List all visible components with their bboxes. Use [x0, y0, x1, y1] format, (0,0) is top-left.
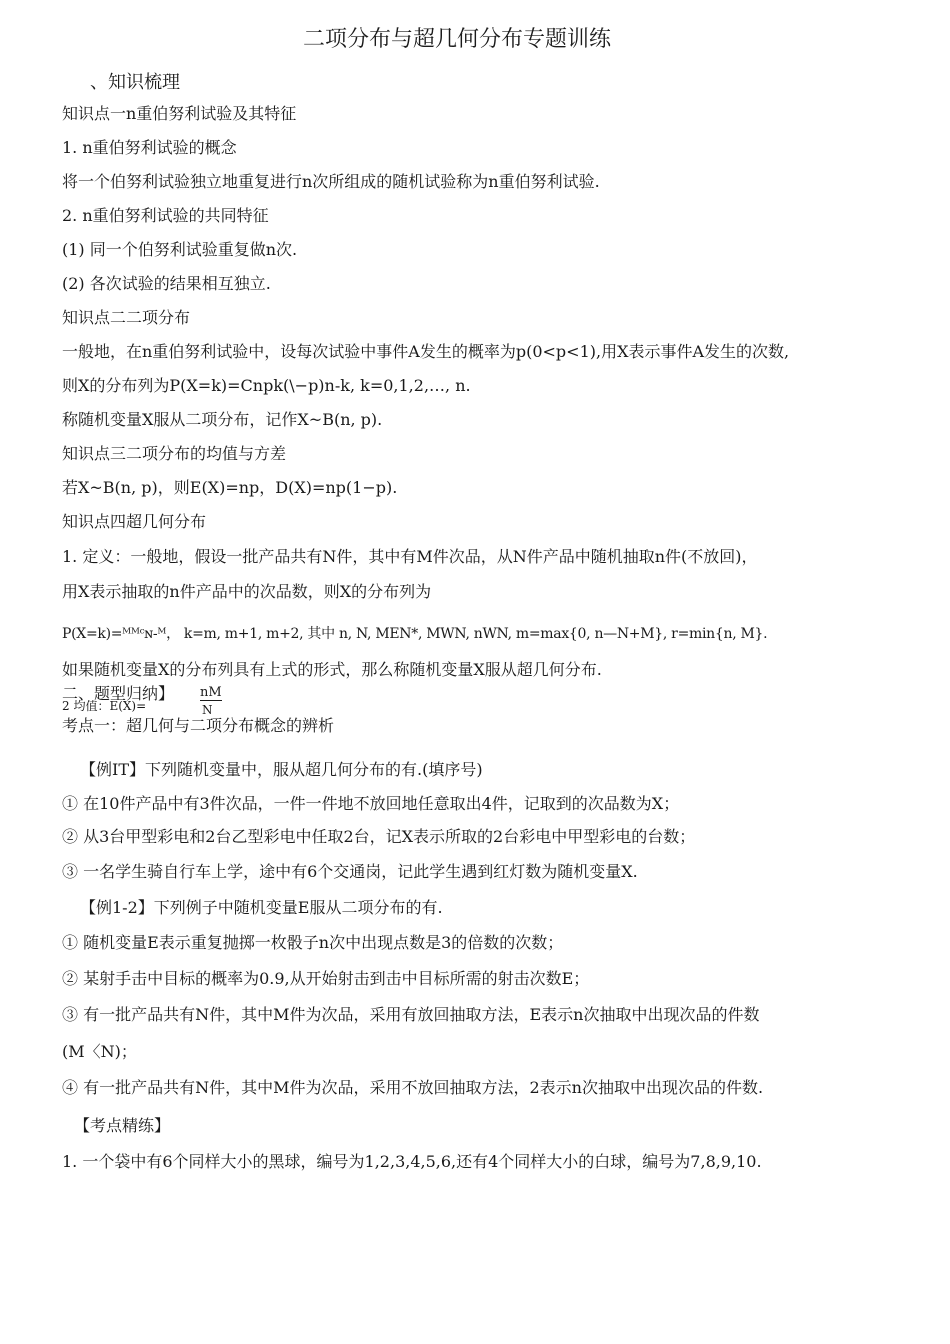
kp1-definition: 将一个伯努利试验独立地重复进行n次所组成的随机试验称为n重伯努利试验. [62, 172, 600, 191]
kp1-heading: 知识点一n重伯努利试验及其特征 [62, 104, 297, 123]
kp2-line-3: 称随机变量X服从二项分布，记作X~B(n, p). [62, 410, 383, 429]
example-2-prompt: 【例1-2】下列例子中随机变量E服从二项分布的有. [80, 898, 443, 917]
kp4-line-1: 1. 定义：一般地，假设一批产品共有N件，其中有M件次品，从N件产品中随机抽取n件(不放回)， [62, 547, 758, 566]
practice-question-1: 1. 一个袋中有6个同样大小的黑球，编号为1,2,3,4,5,6,还有4个同样大小的白球，编号为7,8,9,10. [62, 1152, 762, 1171]
topic-1-heading: 考点一：超几何与二项分布概念的辨析 [62, 716, 335, 735]
example-2-item-3: ③ 有一批产品共有N件，其中M件为次品，采用有放回抽取方法，E表示n次抽取中出现次品的件数 [62, 1005, 760, 1024]
example-1-item-3: ③ 一名学生骑自行车上学，途中有6个交通岗，记此学生遇到红灯数为随机变量X. [62, 862, 638, 881]
mean-numerator: nM [200, 685, 222, 700]
example-1-item-2: ② 从3台甲型彩电和2台乙型彩电中任取2台，记X表示所取的2台彩电中甲型彩电的台数； [62, 827, 696, 846]
kp4-heading: 知识点四超几何分布 [62, 512, 207, 531]
page-title: 二项分布与超几何分布专题训练 [303, 27, 612, 52]
kp1-sub1: 1. n重伯努利试验的概念 [62, 138, 237, 157]
kp1-feature-1: (1) 同一个伯努利试验重复做n次. [62, 240, 298, 259]
kp3-heading: 知识点三二项分布的均值与方差 [62, 444, 287, 463]
mean-denominator: N [202, 703, 213, 717]
example-2-item-1: ① 随机变量E表示重复抛掷一枚骰子n次中出现点数是3的倍数的次数； [62, 933, 564, 952]
mean-label: 2 均值：E(X)= [62, 699, 147, 713]
kp1-sub2: 2. n重伯努利试验的共同特征 [62, 206, 269, 225]
kp2-heading: 知识点二二项分布 [62, 308, 191, 327]
section-heading-1: 、知识梳理 [90, 72, 180, 93]
kp3-line: 若X~B(n, p)，则E(X)=np，D(X)=np(1−p). [62, 478, 398, 497]
kp4-formula: P(X=k)=ᴹᴹᶜɴ-ᴹ， k=m, m+1, m+2, 其中 n, N, MEN*, MWN, nWN, m=max{0, n—N+M}, r=min{n, M}. [62, 626, 768, 642]
section-heading-2: 二、题型归纳】 [62, 684, 175, 703]
kp2-line-2: 则X的分布列为P(X=k)=Cnpk(\−p)n-k, k=0,1,2,…, n. [62, 376, 471, 395]
kp2-line-1: 一般地，在n重伯努利试验中，设每次试验中事件A发生的概率为p(0<p<1),用X表示事件A发生的次数, [62, 342, 790, 361]
example-2-item-2: ② 某射手击中目标的概率为0.9,从开始射击到击中目标所需的射击次数E； [62, 969, 590, 988]
kp1-feature-2: (2) 各次试验的结果相互独立. [62, 274, 271, 293]
practice-heading: 【考点精练】 [74, 1116, 171, 1135]
kp4-line-2: 用X表示抽取的n件产品中的次品数，则X的分布列为 [62, 582, 432, 601]
example-1-prompt: 【例IT】下列随机变量中，服从超几何分布的有.(填序号) [80, 760, 483, 779]
kp4-line-3: 如果随机变量X的分布列具有上式的形式，那么称随机变量X服从超几何分布. [62, 660, 602, 679]
example-2-item-3-cont: (M〈N)； [62, 1042, 137, 1061]
example-1-item-1: ① 在10件产品中有3件次品，一件一件地不放回地任意取出4件，记取到的次品数为X； [62, 794, 680, 813]
example-2-item-4: ④ 有一批产品共有N件，其中M件为次品，采用不放回抽取方法，2表示n次抽取中出现次品的件数. [62, 1078, 764, 1097]
